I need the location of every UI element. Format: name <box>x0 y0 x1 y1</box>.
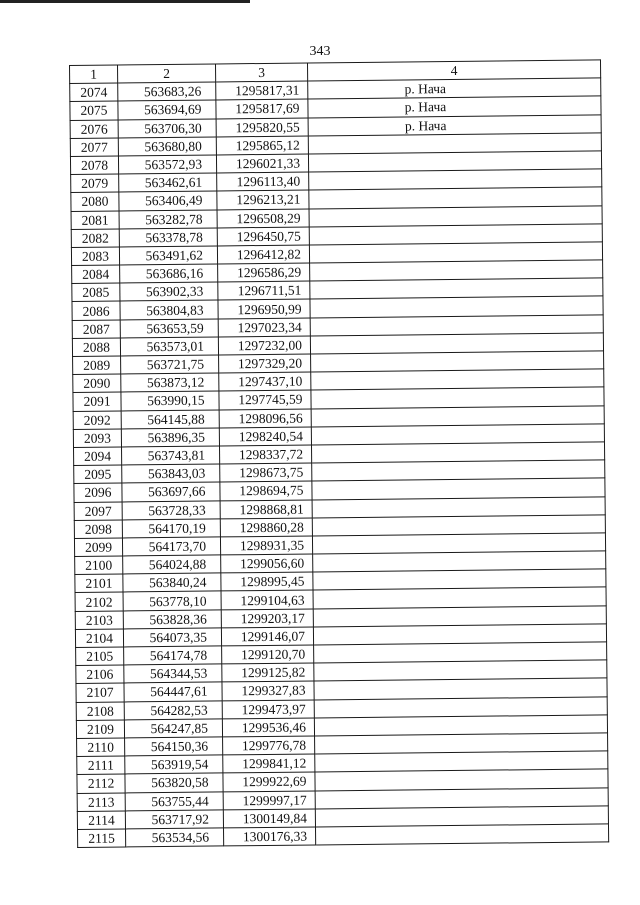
cell-x-coordinate: 563828,36 <box>123 610 221 629</box>
cell-x-coordinate: 563573,01 <box>120 337 218 356</box>
cell-y-coordinate: 1299841,12 <box>223 754 315 773</box>
cell-y-coordinate: 1296508,29 <box>217 208 309 227</box>
cell-y-coordinate: 1300149,84 <box>223 809 315 828</box>
cell-point-number: 2101 <box>75 574 123 593</box>
cell-y-coordinate: 1295817,31 <box>216 81 308 100</box>
cell-y-coordinate: 1297232,00 <box>218 336 310 355</box>
cell-y-coordinate: 1298240,54 <box>219 427 311 446</box>
cell-x-coordinate: 563683,26 <box>118 82 216 101</box>
cell-point-number: 2076 <box>70 120 118 139</box>
cell-point-number: 2105 <box>76 647 124 666</box>
cell-y-coordinate: 1298860,28 <box>220 518 312 537</box>
cell-point-number: 2082 <box>71 229 119 248</box>
cell-x-coordinate: 563902,33 <box>120 282 218 301</box>
cell-point-number: 2107 <box>76 683 124 702</box>
cell-y-coordinate: 1299776,78 <box>223 736 315 755</box>
cell-x-coordinate: 563820,58 <box>125 773 223 792</box>
cell-x-coordinate: 563694,69 <box>118 100 216 119</box>
cell-point-number: 2085 <box>72 283 120 302</box>
cell-y-coordinate: 1300176,33 <box>223 827 315 846</box>
cell-y-coordinate: 1296711,51 <box>218 281 310 300</box>
cell-point-number: 2114 <box>77 811 125 830</box>
page-number: 343 <box>309 44 331 59</box>
cell-y-coordinate: 1296113,40 <box>217 172 309 191</box>
cell-point-number: 2100 <box>75 556 123 575</box>
cell-y-coordinate: 1298096,56 <box>219 409 311 428</box>
cell-point-number: 2102 <box>75 592 123 611</box>
cell-y-coordinate: 1299104,63 <box>221 590 313 609</box>
cell-point-number: 2083 <box>71 247 119 266</box>
cell-x-coordinate: 563721,75 <box>121 355 219 374</box>
cell-x-coordinate: 563755,44 <box>125 791 223 810</box>
cell-x-coordinate: 564150,36 <box>125 737 223 756</box>
cell-point-number: 2077 <box>70 138 118 157</box>
column-header-number: 1 <box>70 65 118 84</box>
cell-point-number: 2089 <box>73 356 121 375</box>
cell-point-number: 2106 <box>76 665 124 684</box>
cell-y-coordinate: 1298337,72 <box>219 445 311 464</box>
cell-y-coordinate: 1296213,21 <box>217 190 309 209</box>
cell-x-coordinate: 564073,35 <box>123 628 221 647</box>
cell-x-coordinate: 563804,83 <box>120 300 218 319</box>
cell-x-coordinate: 564247,85 <box>124 719 222 738</box>
coordinates-table <box>69 59 609 848</box>
cell-point-number: 2081 <box>71 210 119 229</box>
cell-x-coordinate: 564174,78 <box>124 646 222 665</box>
cell-y-coordinate: 1299536,46 <box>222 718 314 737</box>
cell-x-coordinate: 564344,53 <box>124 664 222 683</box>
cell-point-number: 2110 <box>77 738 125 757</box>
cell-point-number: 2075 <box>70 101 118 120</box>
cell-y-coordinate: 1298931,35 <box>220 536 312 555</box>
cell-y-coordinate: 1299922,69 <box>223 772 315 791</box>
cell-y-coordinate: 1298694,75 <box>220 481 312 500</box>
cell-y-coordinate: 1298673,75 <box>220 463 312 482</box>
cell-point-number: 2091 <box>73 392 121 411</box>
cell-point-number: 2108 <box>76 702 124 721</box>
cell-y-coordinate: 1296450,75 <box>217 227 309 246</box>
cell-y-coordinate: 1297745,59 <box>219 390 311 409</box>
cell-x-coordinate: 563491,62 <box>119 246 217 265</box>
cell-x-coordinate: 563462,61 <box>119 173 217 192</box>
cell-x-coordinate: 564173,70 <box>122 537 220 556</box>
cell-point-number: 2086 <box>72 301 120 320</box>
cell-x-coordinate: 563572,93 <box>118 155 216 174</box>
cell-y-coordinate: 1295817,69 <box>216 99 308 118</box>
cell-point-number: 2074 <box>70 83 118 102</box>
cell-x-coordinate: 563406,49 <box>119 191 217 210</box>
cell-point-number: 2096 <box>74 483 122 502</box>
cell-x-coordinate: 563680,80 <box>118 137 216 156</box>
cell-y-coordinate: 1296412,82 <box>217 245 309 264</box>
cell-y-coordinate: 1297023,34 <box>218 318 310 337</box>
cell-point-number: 2113 <box>77 792 125 811</box>
cell-point-number: 2115 <box>78 829 126 848</box>
cell-y-coordinate: 1298995,45 <box>221 572 313 591</box>
cell-x-coordinate: 563990,15 <box>121 391 219 410</box>
cell-y-coordinate: 1295865,12 <box>216 136 308 155</box>
cell-x-coordinate: 563873,12 <box>121 373 219 392</box>
top-border-line <box>0 0 250 3</box>
cell-x-coordinate: 563743,81 <box>122 446 220 465</box>
cell-point-number: 2112 <box>77 774 125 793</box>
cell-y-coordinate: 1296021,33 <box>216 154 308 173</box>
cell-note <box>315 824 608 845</box>
cell-x-coordinate: 564447,61 <box>124 682 222 701</box>
cell-x-coordinate: 563896,35 <box>121 428 219 447</box>
cell-point-number: 2098 <box>74 520 122 539</box>
cell-x-coordinate: 563717,92 <box>125 810 223 829</box>
cell-point-number: 2109 <box>76 720 124 739</box>
cell-x-coordinate: 563653,59 <box>120 319 218 338</box>
cell-y-coordinate: 1296950,99 <box>218 299 310 318</box>
cell-point-number: 2092 <box>73 411 121 430</box>
column-header-y: 3 <box>215 63 307 82</box>
cell-point-number: 2095 <box>74 465 122 484</box>
cell-y-coordinate: 1299125,82 <box>222 663 314 682</box>
cell-y-coordinate: 1297437,10 <box>219 372 311 391</box>
cell-y-coordinate: 1299203,17 <box>221 609 313 628</box>
cell-x-coordinate: 563728,33 <box>122 500 220 519</box>
cell-x-coordinate: 563778,10 <box>123 591 221 610</box>
cell-point-number: 2080 <box>71 192 119 211</box>
cell-point-number: 2103 <box>75 611 123 630</box>
cell-x-coordinate: 563378,78 <box>119 228 217 247</box>
cell-point-number: 2087 <box>72 320 120 339</box>
cell-y-coordinate: 1298868,81 <box>220 499 312 518</box>
cell-point-number: 2097 <box>74 501 122 520</box>
cell-note: р. Нача <box>308 114 601 135</box>
cell-note: р. Нача <box>308 78 601 99</box>
cell-x-coordinate: 563282,78 <box>119 209 217 228</box>
cell-point-number: 2079 <box>71 174 119 193</box>
cell-x-coordinate: 564145,88 <box>121 410 219 429</box>
cell-point-number: 2088 <box>72 338 120 357</box>
table-body <box>70 78 609 847</box>
column-header-note: 4 <box>307 60 600 81</box>
cell-point-number: 2111 <box>77 756 125 775</box>
cell-point-number: 2093 <box>73 429 121 448</box>
cell-y-coordinate: 1299120,70 <box>222 645 314 664</box>
cell-x-coordinate: 563706,30 <box>118 119 216 138</box>
cell-x-coordinate: 563686,16 <box>120 264 218 283</box>
cell-x-coordinate: 564282,53 <box>124 700 222 719</box>
cell-point-number: 2078 <box>70 156 118 175</box>
cell-y-coordinate: 1297329,20 <box>219 354 311 373</box>
cell-y-coordinate: 1299473,97 <box>222 700 314 719</box>
cell-x-coordinate: 563534,56 <box>126 828 224 847</box>
cell-point-number: 2104 <box>75 629 123 648</box>
cell-y-coordinate: 1299056,60 <box>221 554 313 573</box>
cell-x-coordinate: 563840,24 <box>123 573 221 592</box>
cell-x-coordinate: 563919,54 <box>125 755 223 774</box>
cell-y-coordinate: 1299327,83 <box>222 681 314 700</box>
cell-point-number: 2094 <box>74 447 122 466</box>
cell-y-coordinate: 1296586,29 <box>218 263 310 282</box>
cell-y-coordinate: 1299146,07 <box>221 627 313 646</box>
cell-point-number: 2084 <box>72 265 120 284</box>
cell-point-number: 2099 <box>74 538 122 557</box>
column-header-x: 2 <box>118 64 216 83</box>
cell-x-coordinate: 563697,66 <box>122 482 220 501</box>
cell-y-coordinate: 1295820,55 <box>216 118 308 137</box>
cell-note: р. Нача <box>308 96 601 117</box>
cell-x-coordinate: 564024,88 <box>123 555 221 574</box>
cell-point-number: 2090 <box>73 374 121 393</box>
cell-x-coordinate: 563843,03 <box>122 464 220 483</box>
cell-x-coordinate: 564170,19 <box>122 519 220 538</box>
cell-y-coordinate: 1299997,17 <box>223 790 315 809</box>
